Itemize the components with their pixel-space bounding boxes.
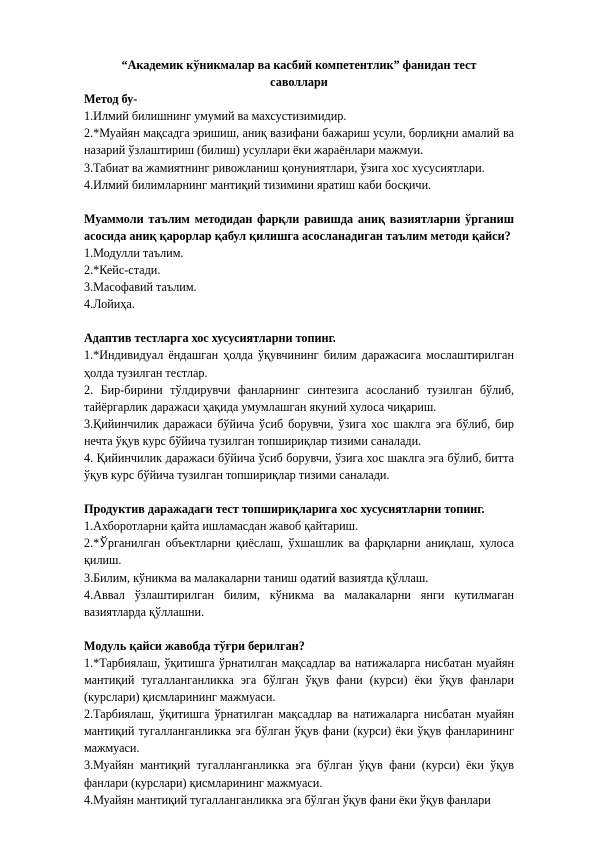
document-title: “Академик кўникмалар ва касбий компетентлик” фанидан тест саволлари	[121, 58, 477, 90]
answer-option: 2.*Муайян мақсадга эришиш, аниқ вазифани бажариш усули, борлиқни амалий ва назарий ўзлаштириш (билиш) усуллари ёки жараёнлари мажмуи.	[84, 126, 514, 158]
answer-option: 1.Модулли таълим.	[84, 245, 184, 260]
answer-option: 3.Масофавий таълим.	[84, 280, 197, 295]
question-text: Муаммоли таълим методидан фарқли равишда аниқ вазиятларни ўрганиш асосида аниқ қарорлар қабул қилишга асосланадиган таълим методи қайси?	[84, 211, 514, 243]
document-page	[84, 57, 514, 826]
answer-option: 4.Аввал ўзлаштирилган билим, кўникма ва малакаларни янги кутилмаган вазиятларда қўллашни.	[84, 587, 514, 619]
question-text: Модуль қайси жавобда тўғри берилган?	[84, 638, 305, 653]
question-block-2	[84, 211, 514, 314]
answer-option: 2. Бир-бирини тўлдирувчи фанларнинг синтезига асосланиб тузилган бўлиб, тайёргарлик даражаси ҳақида умумлашган якуний хулоса чиқариш.	[84, 382, 514, 414]
question-block-5	[84, 638, 514, 809]
question-block-3	[84, 330, 514, 484]
answer-option: 4.Муайян мантиқий тугалланганликка эга бўлган ўқув фани ёки ўқув фанлари	[84, 792, 491, 807]
answer-option: 1.*Индивидуал ёндашган ҳолда ўқувчининг билим даражасига мослаштирилган ҳолда тузилган тестлар.	[84, 348, 514, 380]
question-block-4	[84, 501, 514, 621]
answer-option: 3.Қийинчилик даражаси бўйича ўсиб борувчи, ўзига хос шаклга эга бўлиб, бир нечта ўқув курс бўйича тузилган топшириқлар тизими саналади.	[84, 416, 514, 448]
answer-option: 4. Қийинчилик даражаси бўйича ўсиб борувчи, ўзига хос шаклга эга бўлиб, битта ўқув курс бўйича тузилган топшириқлар тизими саналади.	[84, 450, 514, 483]
question-text: Продуктив даражадаги тест топшириқларига хос хусусиятларни топинг.	[84, 502, 485, 517]
answer-option: 3.Табиат ва жамиятнинг ривожланиш қонуниятлари, ўзига хос хусусиятлари.	[84, 160, 485, 175]
answer-option: 2.*Ўрганилган объектларни қиёслаш, ўхшашлик ва фарқларни аниқлаш, хулоса қилиш.	[84, 536, 514, 568]
answer-option: 3.Билим, кўникма ва малакаларни таниш одатий вазиятда қўллаш.	[84, 570, 429, 585]
answer-option: 2.*Кейс-стади.	[84, 263, 161, 278]
answer-option: 1.Илмий билишнинг умумий ва махсустизимидир.	[84, 109, 347, 124]
question-text: Метод бу-	[84, 92, 138, 107]
answer-option: 4.Лойиҳа.	[84, 297, 135, 312]
question-text: Адаптив тестларга хос хусусиятларни топинг.	[84, 331, 336, 346]
answer-option: 1.*Тарбиялаш, ўқитишга ўрнатилган мақсадлар ва натижаларга нисбатан муайян мантиқий тугалланганликка эга бўлган ўқув фани (курси) ёки ўқув фанлари (курслари) қисмларининг мажмуаси.	[84, 655, 514, 705]
answer-option: 3.Муайян мантиқий тугалланганликка эга бўлган ўқув фани (курси) ёки ўқув фанлари (курслари) қисмларининг мажмуаси.	[84, 758, 514, 790]
answer-option: 2.Тарбиялаш, ўқитишга ўрнатилган мақсадлар ва натижаларга нисбатан муайян мантиқий тугалланганликка эга бўлган ўқув фани (курси) ёки ўқув фанларининг мажмуаси.	[84, 707, 514, 756]
answer-option: 4.Илмий билимларнинг мантиқий тизимини яратиш каби босқичи.	[84, 177, 432, 192]
answer-option: 1.Ахборотларни қайта ишламасдан жавоб қайтариш.	[84, 519, 359, 534]
question-block-1	[84, 91, 514, 194]
